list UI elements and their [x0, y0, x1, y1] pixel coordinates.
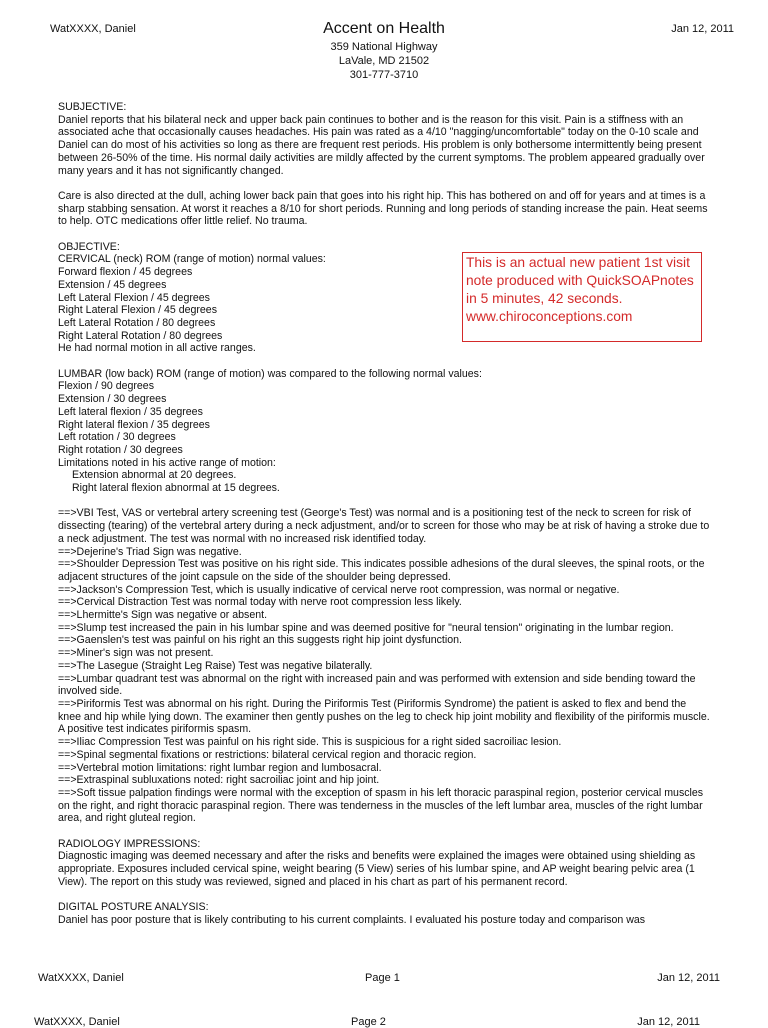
clinic-phone: 301-777-3710	[349, 69, 419, 81]
lumbar-line: Right rotation / 30 degrees	[58, 443, 183, 456]
test-finding: ==>Shoulder Depression Test was positive on his right side. This indicates possible adhesions of the dural sleeves, the spinal roots, or the adjacent structures of the joint capsule on the side of the shoulder being depressed.	[58, 558, 705, 583]
test-finding: ==>Slump test increased the pain in his lumbar spine and was deemed positive for "neural tension" originating in the lumbar region.	[58, 621, 674, 634]
cervical-line: Forward flexion / 45 degrees	[58, 266, 193, 279]
objective-heading: OBJECTIVE:	[58, 240, 120, 253]
radiology-heading: RADIOLOGY IMPRESSIONS:	[58, 837, 201, 850]
subjective-paragraph-1: Daniel reports that his bilateral neck and upper back pain continues to bother and is the reason for this visit. Pain is a stiffness with an associated ache that occasionally causes headaches. His pain was rated as a 4/10 "nagging/uncomfortable" today on the 0-10 scale and Daniel can do most of his activities so long as there are frequent rest periods. His problem is only bothersome intermittently being present between 26-50% of the time. His normal daily activities are mildly affected by the current symptoms. The problem appeared gradually over many years and it has not significantly changed.	[58, 113, 705, 177]
subjective-heading: SUBJECTIVE:	[58, 101, 127, 113]
posture-text: Daniel has poor posture that is likely contributing to his current complaints. I evaluated his posture today and comparison was	[58, 913, 646, 926]
lumbar-line: Limitations noted in his active range of motion:	[58, 456, 276, 469]
test-finding: ==>Miner's sign was not present.	[58, 647, 214, 660]
promo-note-box: This is an actual new patient 1st visit note produced with QuickSOAPnotes in 5 minutes, 42 seconds. www.chiroconceptions.com	[462, 252, 702, 342]
clinic-address-line1: 359 National Highway	[330, 41, 438, 53]
header-patient-name: WatXXXX, Daniel	[50, 23, 136, 35]
clinic-address-line2: LaVale, MD 21502	[338, 55, 430, 67]
test-finding: ==>Jackson's Compression Test, which is usually indicative of cervical nerve root compression, was normal or negative.	[58, 583, 620, 596]
cervical-line: Right Lateral Flexion / 45 degrees	[58, 304, 217, 317]
lumbar-line: Left lateral flexion / 35 degrees	[58, 405, 203, 418]
test-finding: ==>Lhermitte's Sign was negative or absent.	[58, 609, 268, 622]
posture-heading: DIGITAL POSTURE ANALYSIS:	[58, 901, 209, 914]
lumbar-line: Flexion / 90 degrees	[58, 380, 154, 393]
cervical-line: Extension / 45 degrees	[58, 278, 167, 291]
lumbar-line: LUMBAR (low back) ROM (range of motion) was compared to the following normal values:	[58, 367, 482, 380]
cervical-line: CERVICAL (neck) ROM (range of motion) normal values:	[58, 253, 326, 266]
lumbar-line: Right lateral flexion / 35 degrees	[58, 418, 210, 431]
lumbar-line: Extension / 30 degrees	[58, 393, 167, 406]
cervical-line: Left Lateral Rotation / 80 degrees	[58, 316, 216, 329]
footer-date: Jan 12, 2011	[657, 972, 720, 984]
test-finding: ==>Lumbar quadrant test was abnormal on the right with increased pain and was performed with extension and side bending toward the involved side.	[58, 672, 696, 698]
test-finding: ==>Gaenslen's test was painful on his right an this suggests right hip joint dysfunction.	[58, 634, 462, 647]
lumbar-line: Left rotation / 30 degrees	[58, 431, 176, 444]
test-finding: ==>Iliac Compression Test was painful on his right side. This is suspicious for a right sided sacroiliac lesion.	[58, 736, 562, 749]
test-finding: ==>Vertebral motion limitations: right lumbar region and lumbosacral.	[58, 761, 382, 774]
clinic-name: Accent on Health	[323, 20, 445, 37]
test-finding: ==>Extraspinal subluxations noted: right sacroiliac joint and hip joint.	[58, 774, 380, 787]
radiology-text: Diagnostic imaging was deemed necessary and after the risks and benefits were explained the images were obtained using shielding as appropriate. Exposures included cervical spine, weight bearing (5 View) series of his lumbar spine, and AP weight bearing pelvic area (1 View). The report on this study was reviewed, signed and placed in his chart as part of his permanent record.	[58, 850, 696, 888]
cervical-line: He had normal motion in all active ranges.	[58, 342, 256, 355]
test-finding: ==>VBI Test, VAS or vertebral artery screening test (George's Test) was normal and is a positioning test of the neck to screen for risk of dissecting (tearing) of the vertebral artery during a neck adjustment, and/or to screen for those who may be at risk of having a stroke due to a neck adjustment. The test was normal with no increased risk identified today.	[58, 507, 710, 545]
footer-patient-name: WatXXXX, Daniel	[38, 972, 124, 984]
note-body	[58, 101, 710, 927]
limitation-line: Extension abnormal at 20 degrees.	[72, 469, 237, 482]
subjective-paragraph-2: Care is also directed at the dull, aching lower back pain that goes into his right hip. This has bothered on and off for years and at times is a sharp stabbing sensation. At worst it reaches a 8/10 for short periods. Running and long periods of standing increase the pain. Heat seems to help. OTC medications offer little relief. No trauma.	[58, 189, 708, 228]
next-page-number: Page 2	[351, 1016, 386, 1028]
test-finding: ==>Soft tissue palpation findings were normal with the exception of spasm in his left thoracic paraspinal region, posterior cervical muscles on the right, and right thoracic paraspinal region. There was tenderness in the muscles of the left lumbar area, muscles of the right lumbar area, and right gluteal region.	[58, 786, 704, 825]
cervical-line: Right Lateral Rotation / 80 degrees	[58, 329, 223, 342]
cervical-line: Left Lateral Flexion / 45 degrees	[58, 291, 210, 304]
test-finding: ==>Piriformis Test was abnormal on his right. During the Piriformis Test (Piriformis Syndrome) the patient is asked to flex and bend the knee and hip while lying down. The examiner then gently pushes on the leg to check hip joint mobility and flexibility of the piriformis muscle. A positive test indicates piriformis spasm.	[58, 697, 710, 736]
limitation-line: Right lateral flexion abnormal at 15 degrees.	[72, 482, 280, 495]
clinic-header	[0, 18, 768, 82]
test-finding: ==>Spinal segmental fixations or restrictions: bilateral cervical region and thoracic region.	[58, 748, 477, 761]
next-page-patient-name: WatXXXX, Daniel	[34, 1016, 120, 1028]
header-date: Jan 12, 2011	[671, 23, 734, 35]
test-finding: ==>Dejerine's Triad Sign was negative.	[58, 545, 242, 558]
footer-page-number: Page 1	[365, 972, 400, 984]
test-finding: ==>Cervical Distraction Test was normal today with nerve root compression less likely.	[58, 596, 462, 609]
test-finding: ==>The Lasegue (Straight Leg Raise) Test was negative bilaterally.	[58, 659, 373, 672]
next-page-date: Jan 12, 2011	[637, 1016, 700, 1028]
